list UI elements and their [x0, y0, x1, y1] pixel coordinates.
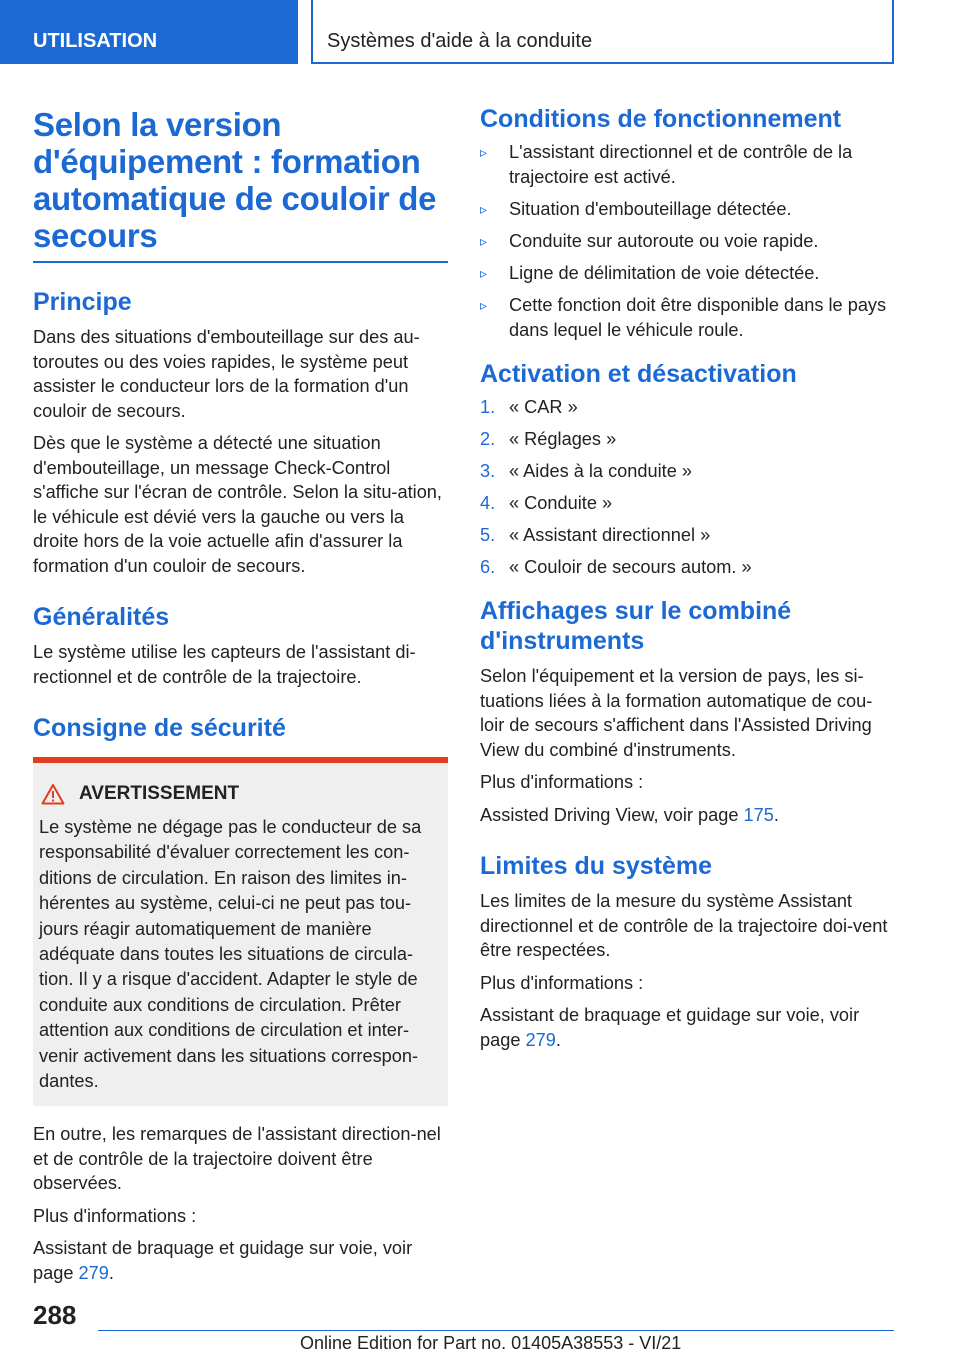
footer-divider	[98, 1330, 894, 1331]
header-section-label: UTILISATION	[33, 30, 158, 52]
list-item: 5. « Assistant directionnel »	[480, 525, 711, 545]
list-item: ▹ Cette fonction doit être disponible dans le pays dans lequel le véhicule roule.	[480, 295, 887, 340]
triangle-bullet-icon: ▹	[480, 265, 488, 281]
list-item: ▹ Conduite sur autoroute ou voie rapide.	[480, 229, 895, 254]
warning-box	[33, 757, 448, 1106]
list-item: ▹ L'assistant directionnel et de contrôle de la trajectoire est activé.	[480, 142, 853, 187]
activation-steps	[480, 395, 895, 580]
heading-affichages: Affichages sur le combiné d'instruments	[480, 597, 792, 655]
page-number: 288	[33, 1300, 77, 1330]
title-divider	[33, 261, 448, 263]
affichages-paragraph-1: Selon l'équipement et la version de pays, les si-tuations liées à la formation automatique de cou-loir de secours s'affichent dans l'Assisted Driving View du combiné d'instruments.	[480, 666, 873, 760]
heading-conditions: Conditions de fonctionnement	[480, 105, 842, 133]
heading-principe: Principe	[33, 288, 132, 316]
list-item: 1. « CAR »	[480, 397, 578, 417]
consigne-paragraph-3	[33, 1236, 448, 1285]
heading-activation: Activation et désactivation	[480, 360, 797, 388]
triangle-bullet-icon: ▹	[480, 201, 488, 217]
affichages-paragraph-2: Plus d'informations :	[480, 772, 644, 792]
generalites-paragraph: Le système utilise les capteurs de l'assistant di-rectionnel et de contrôle de la trajectoire.	[33, 642, 416, 687]
consigne-ref-text: Assistant de braquage et guidage sur voie, voir page	[33, 1238, 413, 1283]
list-item: 3. « Aides à la conduite »	[480, 461, 693, 481]
conditions-list	[480, 140, 895, 343]
page-link-279[interactable]: 279	[78, 1262, 109, 1283]
consigne-paragraph-2: Plus d'informations :	[33, 1205, 197, 1226]
warning-triangle-icon	[41, 783, 65, 805]
affichages-paragraph-3: Assisted Driving View, voir page 175.	[480, 804, 779, 825]
list-item: 4. « Conduite »	[480, 493, 613, 513]
page-title: Selon la version d'équipement : formation automatique de couloir de secours	[33, 106, 437, 254]
limites-paragraph-3: Assistant de braquage et guidage sur voie, voir page 279.	[480, 1005, 860, 1050]
warning-text: Le système ne dégage pas le conducteur de sa responsabilité d'évaluer correctement les con-ditions de circulation. En raison des limites in-hérentes au système, celui-ci ne peut pas tou-jours réagir automatiquement de manière adéquate dans toutes les situations de circula-tion. Il y a risque d'accident. Adapter le style de conduite aux conditions de circulation. Prêter attention aux conditions de circulation et inter-venir activement dans les situations correspon-dantes.	[39, 817, 422, 1092]
limites-paragraph-2: Plus d'informations :	[480, 972, 644, 993]
consigne-ref-end: .	[108, 1262, 114, 1283]
page-link-279[interactable]: 279	[525, 1029, 556, 1050]
warning-header	[41, 783, 440, 805]
list-item: ▹ Ligne de délimitation de voie détectée.	[480, 261, 895, 286]
header-chapter-box	[311, 0, 894, 64]
triangle-bullet-icon: ▹	[480, 233, 488, 249]
footer-edition: Online Edition for Part no. 01405A38553 - VI/21	[300, 1333, 682, 1353]
list-item: 2. « Réglages »	[480, 429, 617, 449]
principe-paragraph-2: Dès que le système a détecté une situation d'embouteillage, un message Check-Control s'affiche sur l'écran de contrôle. Selon la situ-ation, le véhicule est dévié vers la gauche ou vers la droite hors de la voie actuelle afin d'assurer la formation d'un couloir de secours.	[33, 433, 442, 576]
limites-paragraph-1: Les limites de la mesure du système Assistant directionnel et de contrôle de la trajectoire doi-vent être respectées.	[480, 891, 888, 960]
heading-limites: Limites du système	[480, 852, 713, 880]
left-column	[33, 100, 448, 1293]
right-column	[480, 104, 895, 1060]
list-item: ▹ Situation d'embouteillage détectée.	[480, 197, 895, 222]
list-item: 6. « Couloir de secours autom. »	[480, 557, 752, 577]
triangle-bullet-icon: ▹	[480, 297, 488, 313]
warning-title: AVERTISSEMENT	[79, 783, 240, 804]
header-section-tab	[0, 0, 298, 64]
principe-paragraph-1: Dans des situations d'embouteillage sur des au-toroutes ou des voies rapides, le système peut assister le conducteur lors de la formation d'un couloir de secours.	[33, 327, 420, 421]
page-link-175[interactable]: 175	[743, 804, 774, 825]
header-chapter-label: Systèmes d'aide à la conduite	[327, 30, 593, 52]
consigne-paragraph-1: En outre, les remarques de l'assistant direction-nel et de contrôle de la trajectoire doivent être observées.	[33, 1124, 441, 1194]
heading-generalites: Généralités	[33, 603, 170, 631]
triangle-bullet-icon: ▹	[480, 144, 488, 160]
heading-consigne: Consigne de sécurité	[33, 714, 286, 742]
